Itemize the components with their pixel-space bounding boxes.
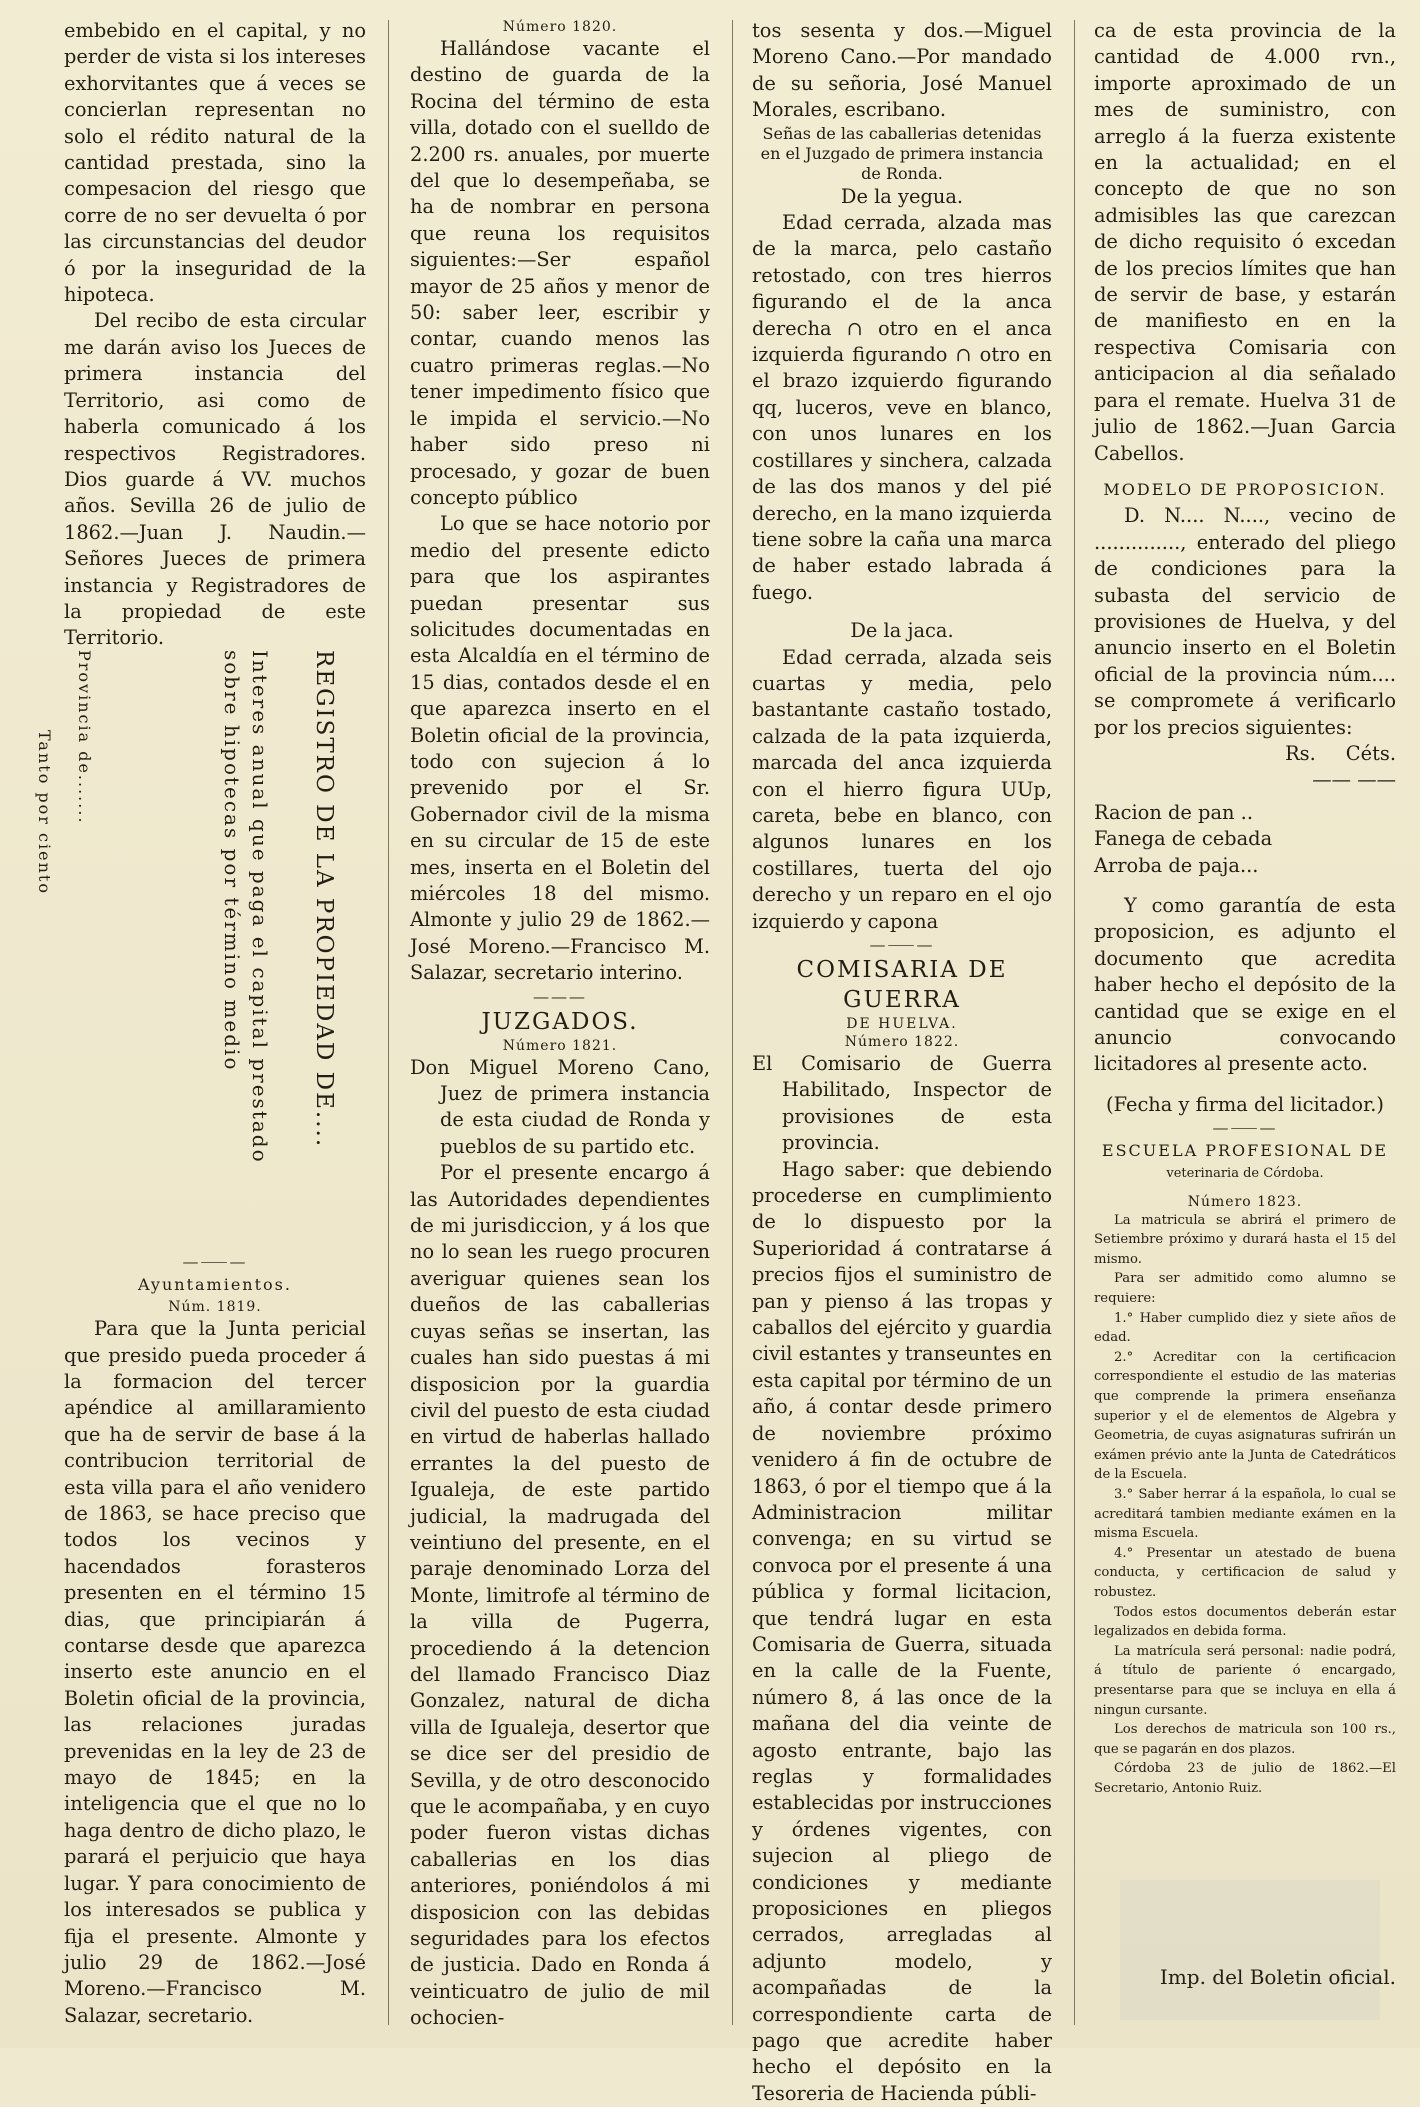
paragraph: Del recibo de esta circular me darán aviso los Jueces de primera instancia del Territorio, asi como de haberla comunicado á los respectivos Registradores. Dios guarde á VV. muchos años. Sevilla 26 de julio de 1862.—Juan J. Naudin.—Señores Jueces de primera instancia y Registradores de la propiedad de este Territorio. [64, 309, 366, 650]
subheading: De la jaca. [850, 619, 954, 643]
ornament: —⸺— [182, 1251, 248, 1271]
paragraph: Edad cerrada, alzada seis cuartas y media, pelo bastantante castaño tostado, calzada de la pata izquierda, marcada del anca izquierda con el hierro figura UUp, careta, bebe en blanco, con algunos lunares en los costillares, tuerta del ojo derecho y un reparo en el ojo izquierdo y capona [752, 645, 1052, 933]
table-column-header [35, 650, 104, 1230]
paragraph: tos sesenta y dos.—Miguel Moreno Cano.—Por mandado de su señoria, José Manuel Morales, escribano. [752, 19, 1052, 122]
ornament: —⸺— [869, 935, 935, 954]
paragraph: Por el presente encargo á las Autoridades dependientes de mi jurisdiccion, y á los que no lo sean les ruego procuren averiguar quienes sean los dueños de las caballerias cuyas señas se insertan, las cuales han sido puestas á mi disposicion por la guardia civil del puesto de esta ciudad en virtud de haberlas hallado errantes la del puesto de Igualeja, de este partido judicial, la madrugada del veintiuno del presente, en el paraje denominado Lorza del Monte, limitrofe al término de la villa de Pugerra, procediendo á la detencion del llamado Francisco Diaz Gonzalez, natural de dicha villa de Igualeja, desertor que se dice ser del presidio de Sevilla, y de otro desconocido que le acompañaba, y en cuyo poder fueron vistas dichas caballerias en los dias anteriores, poniéndolos á mi disposicion con las debidas seguridades para los efectos de justicia. Dado en Ronda á veinticuatro de julio de mil ochocien- [410, 1161, 710, 2030]
section-title: ESCUELA PROFESIONAL DE [1101, 1141, 1389, 1161]
paragraph: Y como garantía de esta proposicion, es adjunto el documento que acredita haber hecho el depósito de la cantidad que se exige en el anuncio convocando licitadores al presente acto. [1094, 894, 1396, 1076]
paragraph: La matricula se abrirá el primero de Setiembre próximo y durará hasta el 15 del mismo. [1094, 1212, 1396, 1267]
watermark-stamp [1120, 1880, 1380, 2020]
price-column-rs: Rs. [1285, 741, 1316, 765]
ornament: —⸺— [1212, 1118, 1278, 1138]
notice-number: Número 1820. [502, 19, 618, 35]
small-print-block [1094, 1211, 1396, 1799]
subheading: De la yegua. [840, 184, 964, 208]
paragraph: Para que la Junta pericial que presido pueda proceder á la formacion del tercer apéndice al amillaramiento que ha de servir de base á la contribucion territorial de esta villa para el año venidero de 1863, se hace preciso que todos los vecinos y hacendados forasteros presenten en el término 15 dias, que principiarán á contarse desde que aparezca inserto este anuncio en el Boletin oficial de la provincia, las relaciones juradas prevenidas en la ley de 23 de mayo de 1845; en la inteligencia que el que no lo haga dentro de dicho plazo, le parará el perjuicio que haya lugar. Y para conocimiento de los interesados se publica y fija el presente. Almonte y julio 29 de 1862.—José Moreno.—Francisco M. Salazar, secretario. [64, 1317, 366, 2027]
notice-number: Número 1821. [502, 1037, 618, 1054]
divider: —— —— [1312, 768, 1396, 792]
paragraph: El Comisario de Guerra Habilitado, Inspector de provisiones de esta provincia. [752, 1052, 1052, 1155]
column-rule [1074, 20, 1075, 2025]
paragraph: ca de esta provincia de la cantidad de 4.000 rvn., importe aproximado de un mes de suministro, con arreglo á la fuerza existente en la actualidad; en el concepto de que no son admisibles las que carezcan de dicho requisito ó excedan de los precios límites que han de servir de base, y estarán de manifiesto en en la respectiva Comisaria con anticipacion al dia señalado para el remate. Huelva 31 de julio de 1862.—Juan Garcia Cabellos. [1094, 19, 1396, 465]
section-subtitle: DE HUELVA. [846, 1016, 958, 1032]
table-province-label: Provincia de....... [75, 650, 94, 825]
paragraph: 2.° Acreditar con la certificacion correspondiente el estudio de las materias que comprende la primera enseñanza superior y el de elementos de Algebra y Geometria, de cuyas asignaturas sufrirán un exámen prévio ante la Junta de Catedráticos de la Escuela. [1094, 1349, 1396, 1483]
paragraph: 1.° Haber cumplido diez y siete años de edad. [1094, 1310, 1396, 1346]
paragraph: Don Miguel Moreno Cano, Juez de primera instancia de esta ciudad de Ronda y pueblos de su partido etc. [410, 1055, 710, 1158]
notice-number: Núm. 1819. [168, 1299, 262, 1316]
paragraph: Hago saber: que debiendo procederse en cumplimiento de lo dispuesto por la Superioridad á contratarse á precios fijos el suministro de pan y pienso á las tropas y caballos del ejército y guardia civil estantes y transeuntes en esta capital por término de un año, á contar desde primero de noviembre próximo venidero á fin de octubre de 1863, ó por el tiempo que á la Administracion militar convenga; en su virtud se convoca por el presente á una pública y formal licitacion, que tendrá lugar en esta Comisaria de Guerra, situada en la calle de la Fuente, número 8, á las once de la mañana del dia veinte de agosto entrante, bajo las reglas y formalidades establecidas por instrucciones y órdenes vigentes, con sujecion al pliego de condiciones y mediante proposiciones en pliegos cerrados, arregladas al adjunto modelo, y acompañadas de la correspondiente carta de pago que acredite haber hecho el depósito en la Tesoreria de Hacienda públi- [752, 1157, 1052, 2105]
price-item: Racion de pan .. [1094, 800, 1253, 824]
paragraph: Para ser admitido como alumno se requiere: [1094, 1271, 1396, 1307]
paragraph: 3.° Saber herrar á la española, lo cual se acreditará tambien mediante exámen en la misma Escuela. [1094, 1486, 1396, 1542]
imprint: Imp. del Boletin oficial. [1159, 1965, 1396, 1989]
signature-line: (Fecha y firma del licitador.) [1106, 1092, 1384, 1116]
section-title: MODELO DE PROPOSICION. [1103, 479, 1387, 499]
table-interest-label: Interes anual que paga el capital prestado sobre hipotecas por término medio [220, 650, 272, 1164]
section-subtitle: veterinaria de Córdoba. [1166, 1165, 1324, 1181]
paragraph: Los derechos de matricula son 100 rs., que se pagarán en dos plazos. [1094, 1722, 1396, 1757]
registry-table [35, 650, 364, 1230]
price-item: Fanega de cebada [1094, 827, 1273, 851]
column-2 [410, 18, 710, 2032]
paragraph: Córdoba 23 de julio de 1862.—El Secretario, Antonio Ruiz. [1094, 1761, 1396, 1796]
paragraph: 4.° Presentar un atestado de buena conducta, y certificacion de salud y robustez. [1094, 1545, 1396, 1600]
subheading: Señas de las caballerias detenidas en el Juzgado de primera instancia de Ronda. [760, 123, 1044, 183]
paragraph: Edad cerrada, alzada mas de la marca, pelo castaño retostado, con tres hierros figurando el de la anca derecha ∩ otro en el anca izquierda figurando ∩ otro en el brazo izquierdo figurando qq, luceros, veve en blanco, con unos lunares en los costillares y sinchera, calzada de las dos manos y del pié derecho, en la mano izquierda tiene sobre la caña una marca de haber estado labrada á fuego. [752, 211, 1052, 604]
paragraph: La matrícula será personal: nadie podrá, á título de pariente ó encargado, presentarse para que se incluya en ella á ningun cursante. [1094, 1643, 1396, 1718]
table-title: REGISTRO DE LA PROPIEDAD DE.... [311, 650, 337, 1149]
table-column-header [214, 650, 274, 1230]
paragraph: Hallándose vacante el destino de guarda de la Rocina del término de esta villa, dotado con el suelldo de 2.200 rs. anuales, por muerte del que lo desempeñaba, se ha de nombrar en persona que reuna los requisitos siguientes:—Ser español mayor de 25 años y menor de 50: saber leer, escribir y contar, cuando menos las cuatro primeras reglas.—No tener impedimento físico que le impida el servicio.—No haber sido preso ni procesado, y gozar de buen concepto público [410, 37, 710, 509]
paragraph: embebido en el capital, y no perder de vista si los intereses exhorvitantes que á veces se concierlan representan no solo el rédito natural de la cantidad prestada, sino la compesacion del riesgo que corre de no ser devuelta ó por las circunstancias del deudor ó por la inseguridad de la hipoteca. [64, 19, 366, 307]
paragraph: Lo que se hace notorio por medio del presente edicto para que los aspirantes puedan presentar sus solicitudes documentadas en esta Alcaldía en el término de 15 dias, contados desde el en que aparezca inserto en el Boletin oficial de la provincia, todo con sujecion á lo prevenido por el Sr. Gobernador civil de la misma en su circular de 15 de este mes, inserta en el Boletin del miércoles 18 del mismo. Almonte y julio 29 de 1862.—José Moreno.—Francisco M. Salazar, secretario interino. [410, 512, 710, 985]
price-header [1094, 741, 1396, 767]
column-rule [732, 20, 733, 2025]
section-title: JUZGADOS. [481, 1008, 639, 1035]
column-3 [752, 18, 1052, 2107]
section-title: COMISARIA DE GUERRA [796, 957, 1008, 1013]
notice-number: Número 1823. [1187, 1193, 1303, 1210]
column-rule [388, 20, 389, 2025]
price-column-cts: Céts. [1345, 741, 1396, 765]
price-item: Arroba de paja... [1094, 853, 1259, 877]
paragraph: Todos estos documentos deberán estar legalizados en debida forma. [1094, 1604, 1396, 1640]
paragraph: D. N.... N...., vecino de .............., enterado del pliego de condiciones para la subasta del servicio de provisiones de Huelva, y del anuncio inserto en el Boletin oficial de la provincia núm.... se compromete á verificarlo por los precios siguientes: [1094, 504, 1396, 739]
notice-number: Número 1822. [844, 1034, 960, 1050]
section-title: Ayuntamientos. [138, 1274, 292, 1294]
column-4 [1094, 18, 1396, 1798]
table-percent-label: Tanto por ciento [35, 730, 54, 895]
ornament: ——— [533, 986, 587, 1006]
